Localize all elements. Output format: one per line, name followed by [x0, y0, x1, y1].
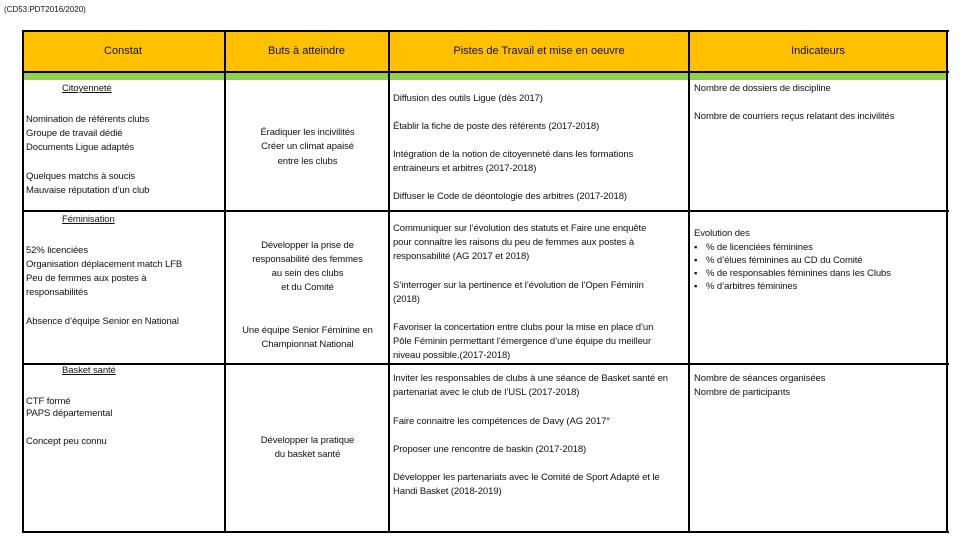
- piste-line: Favoriser la concertation entre clubs pour la mise en place d’un: [393, 322, 654, 333]
- header-buts: Buts à atteindre: [267, 45, 346, 57]
- but-line: Éradiquer les incivilités: [260, 127, 355, 138]
- piste-line: Proposer une rencontre de baskin (2017-2018): [393, 444, 587, 455]
- grid-line: [22, 71, 949, 73]
- but-line: du basket santé: [274, 449, 341, 460]
- constat-line: Nomination de référents clubs: [26, 114, 150, 125]
- but-line: au sein des clubs: [271, 268, 344, 279]
- bullet-icon: ▪: [694, 255, 698, 266]
- bullet-icon: ▪: [694, 242, 698, 253]
- indicateur-line: Nombre de courriers reçus relatant des incivilités: [694, 111, 895, 122]
- piste-line: responsabilité (AG 2017 et 2018): [393, 251, 530, 262]
- piste-line: Établir la fiche de poste des référents (2017-2018): [393, 121, 600, 132]
- header-pistes: Pistes de Travail et mise en oeuvre: [453, 45, 625, 57]
- but-line: Créer un climat apaisé: [261, 141, 354, 152]
- indicateur-line: % d’élues féminines au CD du Comité: [706, 255, 863, 266]
- piste-line: Pôle Féminin permettant l’émergence d’une équipe du meilleur: [393, 336, 652, 347]
- constat-line: responsabilités: [26, 287, 88, 298]
- piste-line: Diffusion des outils Ligue (dès 2017): [393, 93, 543, 104]
- constat-line: Concept peu connu: [26, 436, 107, 447]
- but-line: Développer la prise de: [261, 240, 354, 251]
- indicateur-line: % de licenciées féminines: [706, 242, 813, 253]
- constat-line: PAPS départemental: [26, 408, 113, 419]
- header-band: [22, 73, 947, 80]
- piste-line: Handi Basket (2018-2019): [393, 486, 502, 497]
- grid-line: [22, 363, 949, 365]
- constat-line: 52% licenciées: [26, 245, 88, 256]
- piste-line: Développer les partenariats avec le Comité de Sport Adapté et le: [393, 472, 660, 483]
- constat-line: Peu de femmes aux postes à: [26, 273, 147, 284]
- but-line: entre les clubs: [277, 156, 338, 167]
- constat-line: Mauvaise réputation d’un club: [26, 185, 150, 196]
- indicateur-line: % de responsables féminines dans les Clubs: [706, 268, 891, 279]
- grid-line: [22, 30, 949, 32]
- piste-line: Inviter les responsables de clubs à une séance de Basket santé en: [393, 373, 668, 384]
- constat-line: Quelques matchs à soucis: [26, 171, 136, 182]
- piste-line: S’interroger sur la pertinence et l’évolution de l’Open Féminin: [393, 280, 644, 291]
- grid-line: [22, 210, 949, 212]
- piste-line: entraineurs et arbitres (2017-2018): [393, 163, 537, 174]
- grid-line: [946, 30, 948, 533]
- indicateur-line: Nombre de dossiers de discipline: [694, 83, 831, 94]
- piste-line: partenariat avec le club de l’USL (2017-2018): [393, 387, 580, 398]
- grid-line: [22, 531, 949, 533]
- header-constat: Constat: [104, 45, 142, 57]
- indicateur-line: % d’arbitres féminines: [706, 281, 798, 292]
- constat-line: Groupe de travail dédié: [26, 128, 123, 139]
- piste-line: Communiquer sur l’évolution des statuts et Faire une enquête: [393, 223, 647, 234]
- but-line: Championnat National: [261, 339, 354, 350]
- constat-line: Documents Ligue adaptés: [26, 142, 135, 153]
- section-title-basket-sante: Basket santé: [62, 365, 116, 376]
- grid-line: [22, 30, 24, 533]
- piste-line: niveau possible.(2017-2018): [393, 350, 511, 361]
- document-reference: (CD53:PDT2016/2020): [4, 5, 86, 14]
- indicateur-line: Evolution des: [694, 228, 750, 239]
- piste-line: Faire connaitre les compétences de Davy (AG 2017°: [393, 416, 610, 427]
- but-line: Développer la pratique: [260, 435, 355, 446]
- constat-line: Organisation déplacement match LFB: [26, 259, 183, 270]
- indicateur-line: Nombre de participants: [694, 387, 791, 398]
- header-indicateurs: Indicateurs: [791, 45, 845, 57]
- but-line: Une équipe Senior Féminine en: [242, 325, 373, 336]
- piste-line: pour connaitre les raisons du peu de femmes aux postes à: [393, 237, 635, 248]
- piste-line: (2018): [393, 294, 420, 305]
- section-title-citoyennete: Citoyenneté: [62, 83, 112, 94]
- but-line: responsabilité des femmes: [252, 254, 363, 265]
- but-line: et du Comité: [281, 282, 334, 293]
- constat-line: CTF formé: [26, 396, 71, 407]
- indicateur-line: Nombre de séances organisées: [694, 373, 826, 384]
- constat-line: Absence d’équipe Senior en National: [26, 316, 179, 327]
- grid-line: [688, 30, 690, 533]
- piste-line: Diffuser le Code de déontologie des arbitres (2017-2018): [393, 191, 627, 202]
- section-title-feminisation: Féminisation: [62, 214, 115, 225]
- bullet-icon: ▪: [694, 268, 698, 279]
- bullet-icon: ▪: [694, 281, 698, 292]
- piste-line: Intégration de la notion de citoyenneté dans les formations: [393, 149, 634, 160]
